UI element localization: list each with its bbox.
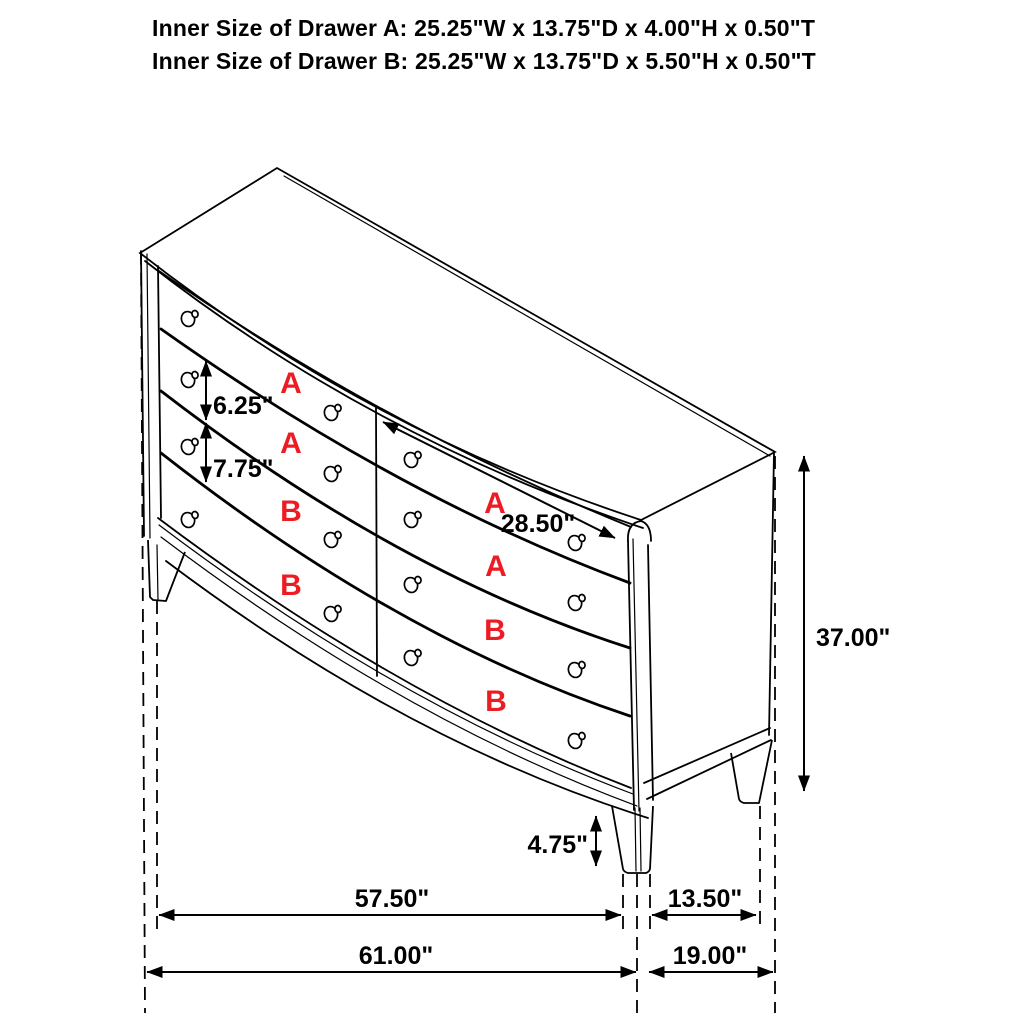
dresser-body-fills [140, 168, 775, 820]
dimension-side-leg-span [652, 885, 756, 915]
center-divider [376, 408, 377, 676]
drawer-letter-left-1: A [280, 367, 302, 400]
drawer-letter-left-3: B [280, 495, 302, 528]
left-corner-edge-inner [147, 254, 150, 538]
dimension-label-overall-height: 37.00" [816, 624, 891, 652]
dimension-label-drawer-row-width: 28.50" [500, 510, 576, 538]
front-right-leg [612, 806, 653, 873]
dimension-label-side-leg-span: 13.50" [667, 885, 743, 913]
drawer-letter-right-2: A [485, 550, 507, 583]
dimension-label-overall-width: 61.00" [358, 942, 434, 970]
drawer-letter-right-3: B [484, 614, 506, 647]
drawer-letter-right-4: B [485, 685, 507, 718]
dimension-overall-depth [649, 942, 773, 972]
dimension-label-leg-height: 4.75" [527, 831, 588, 859]
drawer-b-inner-size-line: Inner Size of Drawer B: 25.25"W x 13.75"D x 5.50"H x 0.50"T [152, 48, 816, 74]
drawer-letter-left-4: B [280, 569, 302, 602]
dimension-label-front-leg-span: 57.50" [354, 885, 430, 913]
dimension-label-overall-depth: 19.00" [672, 942, 748, 970]
dimension-leg-height [527, 816, 596, 866]
dimension-overall-height [804, 456, 890, 791]
dimension-label-drawer-a-height: 6.25" [213, 392, 274, 420]
dimension-label-drawer-b-height: 7.75" [213, 455, 274, 483]
dimension-overall-width [147, 942, 636, 972]
drawer-letter-left-2: A [280, 427, 302, 460]
drawer-a-inner-size-line: Inner Size of Drawer A: 25.25"W x 13.75"D x 4.00"H x 0.50"T [152, 15, 816, 41]
dimension-front-leg-span [159, 885, 621, 915]
drawer-letter-right-1: A [484, 487, 506, 520]
